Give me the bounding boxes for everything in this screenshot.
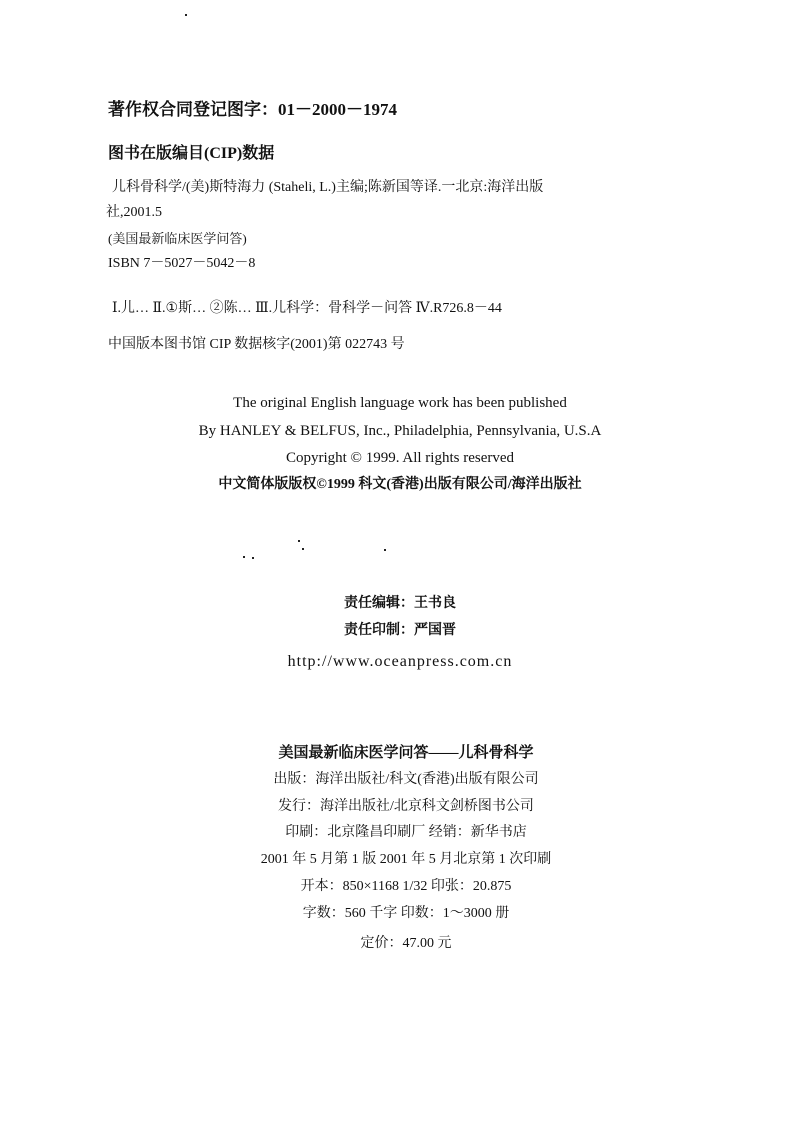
scan-speck [384, 549, 386, 551]
scan-speck [302, 548, 304, 550]
responsible-printing: 责任印制：严国晋 [344, 623, 456, 638]
website-url: http://www.oceanpress.com.cn [287, 653, 513, 670]
colophon-publisher: 出版：海洋出版社/科文(香港)出版有限公司 [273, 772, 539, 787]
colophon-title: 美国最新临床医学问答——儿科骨科学 [278, 745, 534, 761]
english-notice-line4: 中文简体版版权©1999 科文(香港)出版有限公司/海洋出版社 [218, 477, 582, 492]
colophon-format: 开本：850×1168 1/32 印张：20.875 [300, 879, 512, 894]
cip-heading: 图书在版编目(CIP)数据 [108, 145, 275, 162]
responsible-editor: 责任编辑：王书良 [344, 596, 456, 611]
scan-speck [243, 556, 245, 558]
english-notice-line2: By HANLEY & BELFUS, Inc., Philadelphia, Pennsylvania, U.S.A [198, 423, 602, 439]
scan-speck [252, 557, 254, 559]
scan-speck [185, 14, 187, 16]
cip-subjects: Ⅰ.儿… Ⅱ.①斯… ②陈… Ⅲ.儿科学：骨科学－问答 Ⅳ.R726.8－44 [112, 301, 502, 316]
colophon-edition: 2001 年 5 月第 1 版 2001 年 5 月北京第 1 次印刷 [260, 852, 552, 867]
colophon-printer: 印刷：北京隆昌印刷厂 经销：新华书店 [285, 825, 527, 840]
cip-isbn: ISBN 7－5027－5042－8 [108, 256, 256, 271]
colophon-price: 定价：47.00 元 [360, 936, 452, 951]
colophon-words: 字数：560 千字 印数：1～3000 册 [302, 906, 510, 921]
scan-speck [298, 540, 300, 542]
cip-series: (美国最新临床医学问答) [108, 231, 247, 246]
copyright-registration: 著作权合同登记图字：01－2000－1974 [108, 100, 397, 119]
cip-entry-line2: 社,2001.5 [106, 205, 162, 220]
english-notice-line1: The original English language work has been published [233, 395, 567, 411]
cip-entry-line1: 儿科骨科学/(美)斯特海力 (Staheli, L.)主编;陈新国等译.一北京:海洋出版 [112, 180, 544, 195]
english-notice-line3: Copyright © 1999. All rights reserved [285, 450, 515, 466]
cip-number: 中国版本图书馆 CIP 数据核字(2001)第 022743 号 [108, 337, 405, 352]
colophon-distributor: 发行：海洋出版社/北京科文剑桥图书公司 [278, 799, 534, 814]
